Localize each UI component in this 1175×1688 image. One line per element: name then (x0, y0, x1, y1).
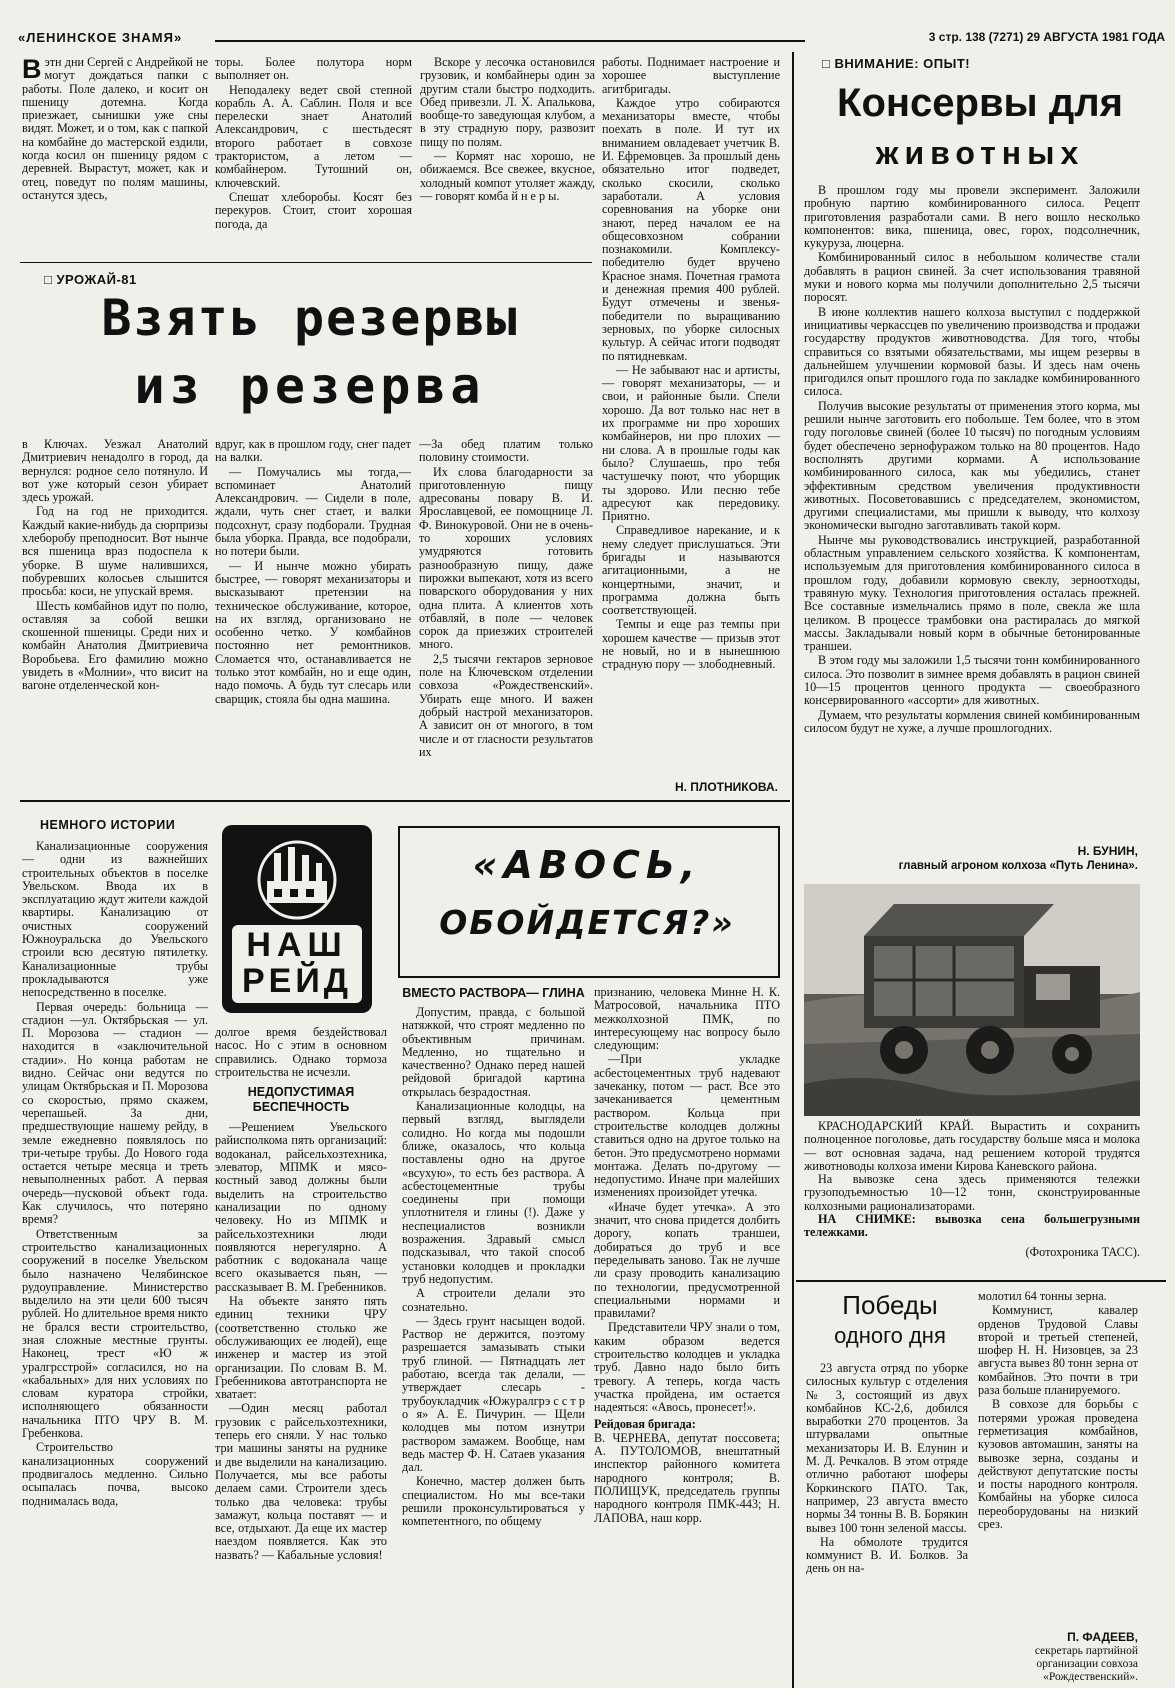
victory-signature-title: секретарь партийной организации совхоза «Рождественский». (1034, 1645, 1138, 1683)
paragraph: Канализационные сооружения — одни из важнейших строительных объектов в поселке Увельском. Ввода их в эксплуатацию ждут жители каждой квартиры. Канализацию от очистных сооружений Южноуральска до Увельского строили всю десятую пятилетку. Канализационные трубы прокладываются уже непосредственно в поселке. (22, 840, 208, 1000)
issue-info: 3 стр. 138 (7271) 29 АВГУСТА 1981 ГОДА (928, 30, 1165, 44)
paragraph: долгое время бездействовал насос. Но с этим в основном справились. Однако тормоза строительства не исчезли. (215, 1026, 387, 1079)
raid-subheading: ВМЕСТО РАСТВОРА— ГЛИНА (402, 986, 585, 1000)
paragraph: Справедливое нарекание, и к нему следует прислушаться. Эти бригады и называются агитационными, а не концертными, значит, и программа должна быть соответствующей. (602, 523, 780, 618)
paragraph: — Здесь грунт насыщен водой. Раствор не держится, поэтому разрешается замазывать стыки труб глиной. — Пятнадцать лет работаю, всегда так делали, — утверждает слесарь - трубоукладчик «Южуралгрэ с с т р о я» А. Е. Пичурин. — Щели колодцев мы потом изнутри раствором замажем. Вообще, нам ведь мастер Ф. Н. Сатаев указания дал. (402, 1313, 585, 1475)
raid-logo-line-2: РЕЙД (241, 962, 352, 1000)
paragraph: В совхозе для борьбы с потерями урожая проведена герметизация комбайнов, кузовов автомашин, заняты на вывозке зерна, созданы и действуют депутатские посты и посты народного контроля. Комбайны на уборке силоса переоборудованы на низкий срез. (978, 1397, 1138, 1532)
divider (796, 1280, 1166, 1282)
paragraph: —Решением Увельского райисполкома пять организаций: водоканал, райсельхозтехника, элеватор, МПМК и мясо-костный завод должны были выделить на строительство канализации по одному человеку. Но из МПМК и райсельхозтехники люди появляются нерегулярно. А работник с водоканала чаще всего оказывается пьян, — рассказывает В. М. Гребенников. (215, 1120, 387, 1294)
paragraph: На объекте занято пять единиц техники ЧРУ (соответственно столько же обслуживающих ее людей), еще инженер и мастер из этой организации. По словам В. М. Гребенникова автотранспорта не хватает: (215, 1294, 387, 1402)
paragraph: Конечно, мастер должен быть специалистом. Но мы все-таки решили проконсультироваться у компетентного, по общему (402, 1474, 585, 1529)
paragraph: Коммунист, кавалер орденов Трудовой Славы второй и третьей степеней, шофер Н. Н. Низовцев, за 23 августа вывез 80 тонн зерна от комбайнов. Это почти в три раза больше планируемого. (978, 1303, 1138, 1398)
paragraph: Год на год не приходится. Каждый какие-нибудь да сюрпризы хлеборобу преподносит. Вот нынче вся пшеница враз подоспела к уборке. В шуме налившихся, побуревших колосьев слышится просьба: коси, не упускай время. (22, 504, 208, 599)
paragraph: «Иначе будет утечка». А это значит, что снова придется долбить дорогу, копать траншеи, добираться до труб и все переделывать заново. Так не лучше ли сразу проводить канализацию по технологии, предусмотренной специальными нормами и правилами? (594, 1199, 780, 1321)
masthead-left: «ЛЕНИНСКОЕ ЗНАМЯ» (18, 30, 183, 45)
paragraph: этн дни Сергей с Андрейкой не могут дождаться папки с работы. Поле далеко, и косит он пшеницу дотемна. Когда приезжает, сынишки уже сны видят. Может, и о том, как с папкой на комбайне до мастерской ездили, когда косил он пшеницу рядом с деревней. Вырастут, может, как и отец, поведут по полям машины, останутся здесь, (22, 56, 208, 202)
paragraph: Неподалеку ведет свой степной корабль А. А. Саблин. Поля и все перелески знает Анатолий Александрович, с шестьдесят второго работает в совхозе трактористом, а летом — комбайнером. Тутошний он, ключевский. (215, 82, 412, 190)
paragraph: —При укладке асбестоцементных труб надевают зачеканку, потом — раст. Все это зачеканивается цементным раствором. Кольца при строительстве колодцев должны ставиться одно на другое только на бетон. Это предусмотрено нормами монтажа. Делать по-другому — недопустимо. Иначе при малейших изменениях произойдет утечка. (594, 1052, 780, 1200)
raid-subheading: НЕДОПУСТИМАЯ БЕСПЕЧНОСТЬ (247, 1085, 355, 1115)
photo-hay-trailer (804, 884, 1140, 1116)
caption-note: НА СНИМКЕ: вывозка сена большегрузными тележками. (804, 1212, 1140, 1240)
dropcap: В (22, 56, 42, 84)
victory-title-line-2: одного дня (834, 1323, 946, 1348)
paragraph: торы. Более полутора норм выполняет он. (215, 56, 412, 83)
paragraph: Думаем, что результаты кормления свиней комбинированным силосом будут не хуже, а лучше прошлогодних. (804, 707, 1140, 735)
paragraph: Шесть комбайнов идут по полю, оставляя за собой вешки скошенной пшеницы. Среди них и комбайн Анатолия Дмитриевича Воробьева. Его фамилию можно увидеть в «Молнии», что висит на вагоне отделенческой кон- (22, 598, 208, 693)
brigade-label: Рейдовая бригада: (594, 1416, 696, 1431)
raid-col-a (215, 1026, 387, 1688)
divider (20, 262, 592, 263)
paragraph: —За обед платим только половину стоимости. (419, 438, 593, 465)
history-heading: НЕМНОГО ИСТОРИИ (40, 818, 176, 832)
feed-signature-name: Н. БУНИН, (1077, 844, 1138, 858)
harvest-title-line-1: Взять резервы (101, 289, 519, 347)
photo-caption (804, 1120, 1140, 1259)
top-story-col-3 (420, 56, 595, 256)
harvest-col-2 (215, 438, 411, 793)
paragraph: признанию, человека Минне Н. К. Матросовой, начальника ПТО межколхозной ПМК, по интересующему нас вопросу было следующим: (594, 986, 780, 1053)
victory-col-1 (806, 1362, 968, 1688)
raid-col-c (594, 986, 780, 1688)
paragraph: — И нынче можно убирать быстрее, — говорят механизаторы и высказывают претензии на техническое обслуживание, которое, на их взгляд, организовано не особенно четко. У комбайнов постоянно нет ремонтников. Сломается что, останавливается не только этот комбайн, но и еще один, надо помочь. А будь тут слесарь или сварщик, стояла бы одна машина. (215, 558, 411, 706)
victory-title-line-1: Победы (842, 1290, 938, 1320)
paragraph: Представители ЧРУ знали о том, каким образом ведется строительство колодцев и укладка труб. Давно надо было бить тревогу. А теперь, когда часть участка пройдена, им остается надеяться: «Авось, пронесет!». (594, 1320, 780, 1415)
paragraph: Канализационные колодцы, на первый взгляд, выглядели солидно. Но когда мы подошли ближе, оказалось, что кольца поставлены одно на другое «всухую», то есть без раствора. А асбестоцементные трубы соединены при помощи уплотнителя и глины (!). Даже у неспециалистов возникли возражения. Здравый смысл подсказывал, что такой способ установки колодцев и прокладки труб недопустим. (402, 1099, 585, 1286)
paragraph: —Один месяц работал грузовик с райсельхозтехники, теперь его сняли. У нас только три машины заняты на руднике и две выделили на канализацию. Получается, мы все работы делаем сами. Строители здесь только два человека: трубы замажут, кольца поставят — и все, отдыхают. Да еще их мастер наездом появляется. Как это назвать? — Кабальные условия! (215, 1401, 387, 1562)
paragraph: В июне коллектив нашего колхоза выступил с поддержкой инициативы черкассцев по увеличению производства и продажи государству продуктов животноводства. Для того, чтобы справиться со взятыми обязательствами, мы ищем резервы в дальнейшем улучшении кормовой базы. И здесь нам очень пригодился опыт прошлого года по закладке комбинированного силоса. (804, 304, 1140, 399)
feed-signature-title: главный агроном колхоза «Путь Ленина». (898, 860, 1138, 872)
photo-credit: (Фотохроника ТАСС). (1025, 1244, 1140, 1259)
paragraph: Вскоре у лесочка остановился грузовик, и комбайнеры один за другим стали быстро подходить. Обед привезли. Л. Х. Апалькова, вообще-то заведующая клубом, а в эту страдную пору, развозит пищу по полям. (420, 56, 595, 149)
feed-title-line-2: животных (875, 135, 1085, 171)
paragraph: А строители делали это сознательно. (402, 1286, 585, 1314)
factory-icon (222, 825, 372, 925)
caption-text: На вывозке сена здесь применяются тележки грузоподъемностью 10—12 тонн, сконструированные колхозными рационализаторами. (804, 1172, 1140, 1213)
feed-body (804, 184, 1140, 844)
harvest-rubric: □ УРОЖАЙ-81 (44, 272, 137, 287)
photo-illustration (804, 884, 1140, 1116)
paragraph: Комбинированный силос в небольшом количестве стали добавлять в рацион свиней. За счет использования травяной муки и нового корма мы получили дополнительно 2,5 тысячи поросят. (804, 250, 1140, 305)
paragraph: Ответственным за строительство канализационных сооружений в поселке Увельском было назначено Челябинское рудоуправление. Министерство выделило на эти цели 600 тысяч рублей. Но длительное время никто не брался вести строительство, зная сложные местные грунты. Наконец, трест «Ю ж уралгрсстрой» согласился, но на «кабальных» для них условиях по словам куратора стройки, исполняющего обязанности начальника ПТО ЧРУ В. М. Гребенкова. (22, 1226, 208, 1441)
raid-logo (222, 825, 372, 1013)
paragraph: Первая очередь: больница — стадион —ул. Октябрьская — ул. П. Морозова — стадион — находится в «заключительной стадии». Но конца работам не видно. Сейчас они ведутся по улицам Октябрьская и П. Морозова со скоростью, прямо скажем, черепашьей. За дни, предшествующие нашему рейду, в земле ежедневно появлялось по три-четыре трубы. До Нового года остается четыре месяца и треть невыполненных работ. А первая очередь—пусковой объект года. Как случилось, что потеряно время? (22, 999, 208, 1227)
paragraph: вдруг, как в прошлом году, снег падет на валки. (215, 438, 411, 465)
raid-logo-line-1: НАШ (246, 926, 348, 964)
paragraph: Их слова благодарности за приготовленную пищу адресованы повару В. И. Ярославцевой, ее помощнице Л. Ф. Винокуровой. Они не в очень-то хороших условиях умудряются готовить разнообразную пищу, даже пирожки выпекают, хотя из всего поварского оборудования у них одна плита. А клиентов хоть отбавляй, в поле — человек сорок да приезжих строителей много. (419, 464, 593, 652)
top-story-col-1 (22, 56, 208, 256)
feed-title-line-1: Консервы для (837, 81, 1123, 125)
divider (20, 800, 790, 802)
top-story-col-2 (215, 56, 412, 256)
paragraph: Получив высокие результаты от применения этого корма, мы решили нынче заготовить его побольше. Тем более, что в этом году поголовье свиней (более 10 тысяч) по погодным условиям будет обеспечено зернофуражом только на 80 процентов. Надо восполнять другими кормами. А использование комбинированного силоса, как мы убедились, станет эффективным средством увеличения продуктивности животных. Посоветовавшись с председателем, экономистом, другими специалистами, мы пришли к выводу, что колхозу экономически выгодно заготавливать такой корм. (804, 398, 1140, 533)
paragraph: 2,5 тысячи гектаров зерновое поле на Ключевском отделении совхоза «Рождественский». Убирать еще много. И важен добрый настрой механизаторов. А зависит он от многого, в том числе и от гласности результатов их (419, 651, 593, 759)
paragraph: Спешат хлеборобы. Косят без перекуров. Стоит, стоит хорошая погода, да (215, 189, 412, 231)
paragraph: в Ключах. Уезжал Анатолий Дмитриевич ненадолго в город, да вернулся: родное село потянуло. И вот уже который сезон убирает здесь урожай. (22, 438, 208, 505)
harvest-signature: Н. ПЛОТНИКОВА. (674, 780, 778, 794)
column-rule (792, 52, 794, 1688)
raid-title-line-2: ОБОЙДЕТСЯ?» (439, 903, 735, 942)
victory-col-2 (978, 1290, 1138, 1630)
brigade-members: В. ЧЕРНЕВА, депутат поссовета; А. ПУТОЛОМОВ, внештатный инспектор районного комитета народного контроля; В. ПОЛИЩУК, председатель группы народного контроля ПМК-443; Н. ЛАПОВА, наш корр. (594, 1430, 780, 1525)
paragraph: молотил 64 тонны зерна. (978, 1290, 1107, 1303)
feed-rubric: □ ВНИМАНИЕ: ОПЫТ! (822, 56, 971, 71)
paragraph: 23 августа отряд по уборке силосных культур с отделения № 3, состоящий из двух комбайнов КС-2,6, добился выработки 270 процентов. За штурвалами опытные механизаторы И. В. Елунин и М. Д. Речкалов. В этом отряде отлично работают шоферы Коркинского ПАТО. Так, например, 23 августа вместо нормы 34 тонны В. В. Борякин вывез 100 тонн зеленой массы. (806, 1362, 968, 1535)
harvest-title-line-2: из резерва (134, 357, 486, 415)
caption-text: КРАСНОДАРСКИЙ КРАЙ. Вырастить и сохранить полноценное поголовье, дать государству больше мяса и молока — вот основная задача, над решением которой трудятся животноводы колхоза имени Кирова Каневского района. (804, 1119, 1140, 1173)
harvest-col-1 (22, 438, 208, 793)
paragraph: Темпы и еще раз темпы при хорошем качестве — призыв этот не новый, но и в нынешнюю страдную пору — злободневный. (602, 617, 780, 672)
history-body (22, 840, 208, 1688)
raid-title-line-1: «АВОСЬ, (472, 843, 702, 887)
paragraph: Допустим, правда, с большой натяжкой, что строят медленно по объективным причинам. Медленно, но тщательно и качественно? Однако перед нашей рейдовой бригадой картина открылась безрадостная. (402, 1005, 585, 1099)
paragraph: В этом году мы заложили 1,5 тысячи тонн комбинированного силоса. Это позволит в зимнее время добавлять в рацион свиней 10—15 процентов ценного продукта — своеобразного консервированного «ассорти» для животных. (804, 653, 1140, 708)
victory-signature-name: П. ФАДЕЕВ, (1067, 1630, 1138, 1644)
paragraph: Каждое утро собираются механизаторы вместе, чтобы поехать в поле. И тут их вниманием овладевает учетчик В. И. Ефремовцев. За прошлый день обязательно итог подведет, сколько скосили, сколько заработали. А условия соревнования на уборке они знают, перед началом ее на общесовхозном собрании познакомили. Комплексу-победителю будет вручено Красное знамя. Почетная грамота и денежная премия 400 рублей. Будут отмечены и звенья-победители по выращиванию зерновых, по уборке силосных культур. А сейчас итоги подводят по пятидневкам. (602, 95, 780, 363)
paragraph: На обмолоте трудится коммунист В. И. Болков. За день он на- (806, 1534, 968, 1576)
paragraph: В прошлом году мы провели эксперимент. Заложили пробную партию комбинированного силоса. Рецепт приготовления разработали сами. В него вошло несколько компонентов: вика, пшеница, овес, горох, подсолнечник, кукуруза, люцерна. (804, 184, 1140, 251)
harvest-col-4 (602, 56, 780, 778)
paragraph: — Кормят нас хорошо, не обижаемся. Все свежее, вкусное, холодный компот утоляет жажду,— говорят комба й н е р ы. (420, 149, 595, 203)
paragraph: Строительство канализационных сооружений продвигалось медленно. Сильно осыпалась почва, высоко поднималась вода, (22, 1440, 208, 1508)
paragraph: Нынче мы руководствовались инструкцией, разработанной областным управлением сельского хозяйства. К компонентам, используемым для приготовления комбинированного силоса в прошлом году, добавили кормовую свеклу, зерноотходы, травяную муку. Технология приготовления осталась прежней. Все составные измельчались прямо в поле, свекла же шла целиком. В процессе трамбовки она растиралась до мягкой массы. Закладывали новый корм в обычные бетонированные траншеи. (804, 532, 1140, 654)
paragraph: работы. Поднимает настроение и хорошее выступление агитбригады. (602, 56, 780, 96)
raid-col-b (402, 986, 585, 1688)
paragraph: — Помучались мы тогда,— вспоминает Анатолий Александрович. — Сидели в поле, ждали, чуть снег стает, и валки подсохнут, сразу подборали. Трудная была уборка. Правда, все подобрали, но потери были. (215, 464, 411, 559)
paragraph: — Не забывают нас и артисты, — говорят механизаторы, — и свои, и районные были. Спели хорошо. Да вот только нас нет в их программе ни про хороших комбайнеров, ни про плохих — ни слова. А в прошлые годы как было? Слушаешь, про тебя частушечку поют, что уборщик ты здорово. Или песню тебе адресуют как передовику. Приятно. (602, 362, 780, 524)
harvest-col-3 (419, 438, 593, 793)
header-rule (215, 40, 805, 42)
